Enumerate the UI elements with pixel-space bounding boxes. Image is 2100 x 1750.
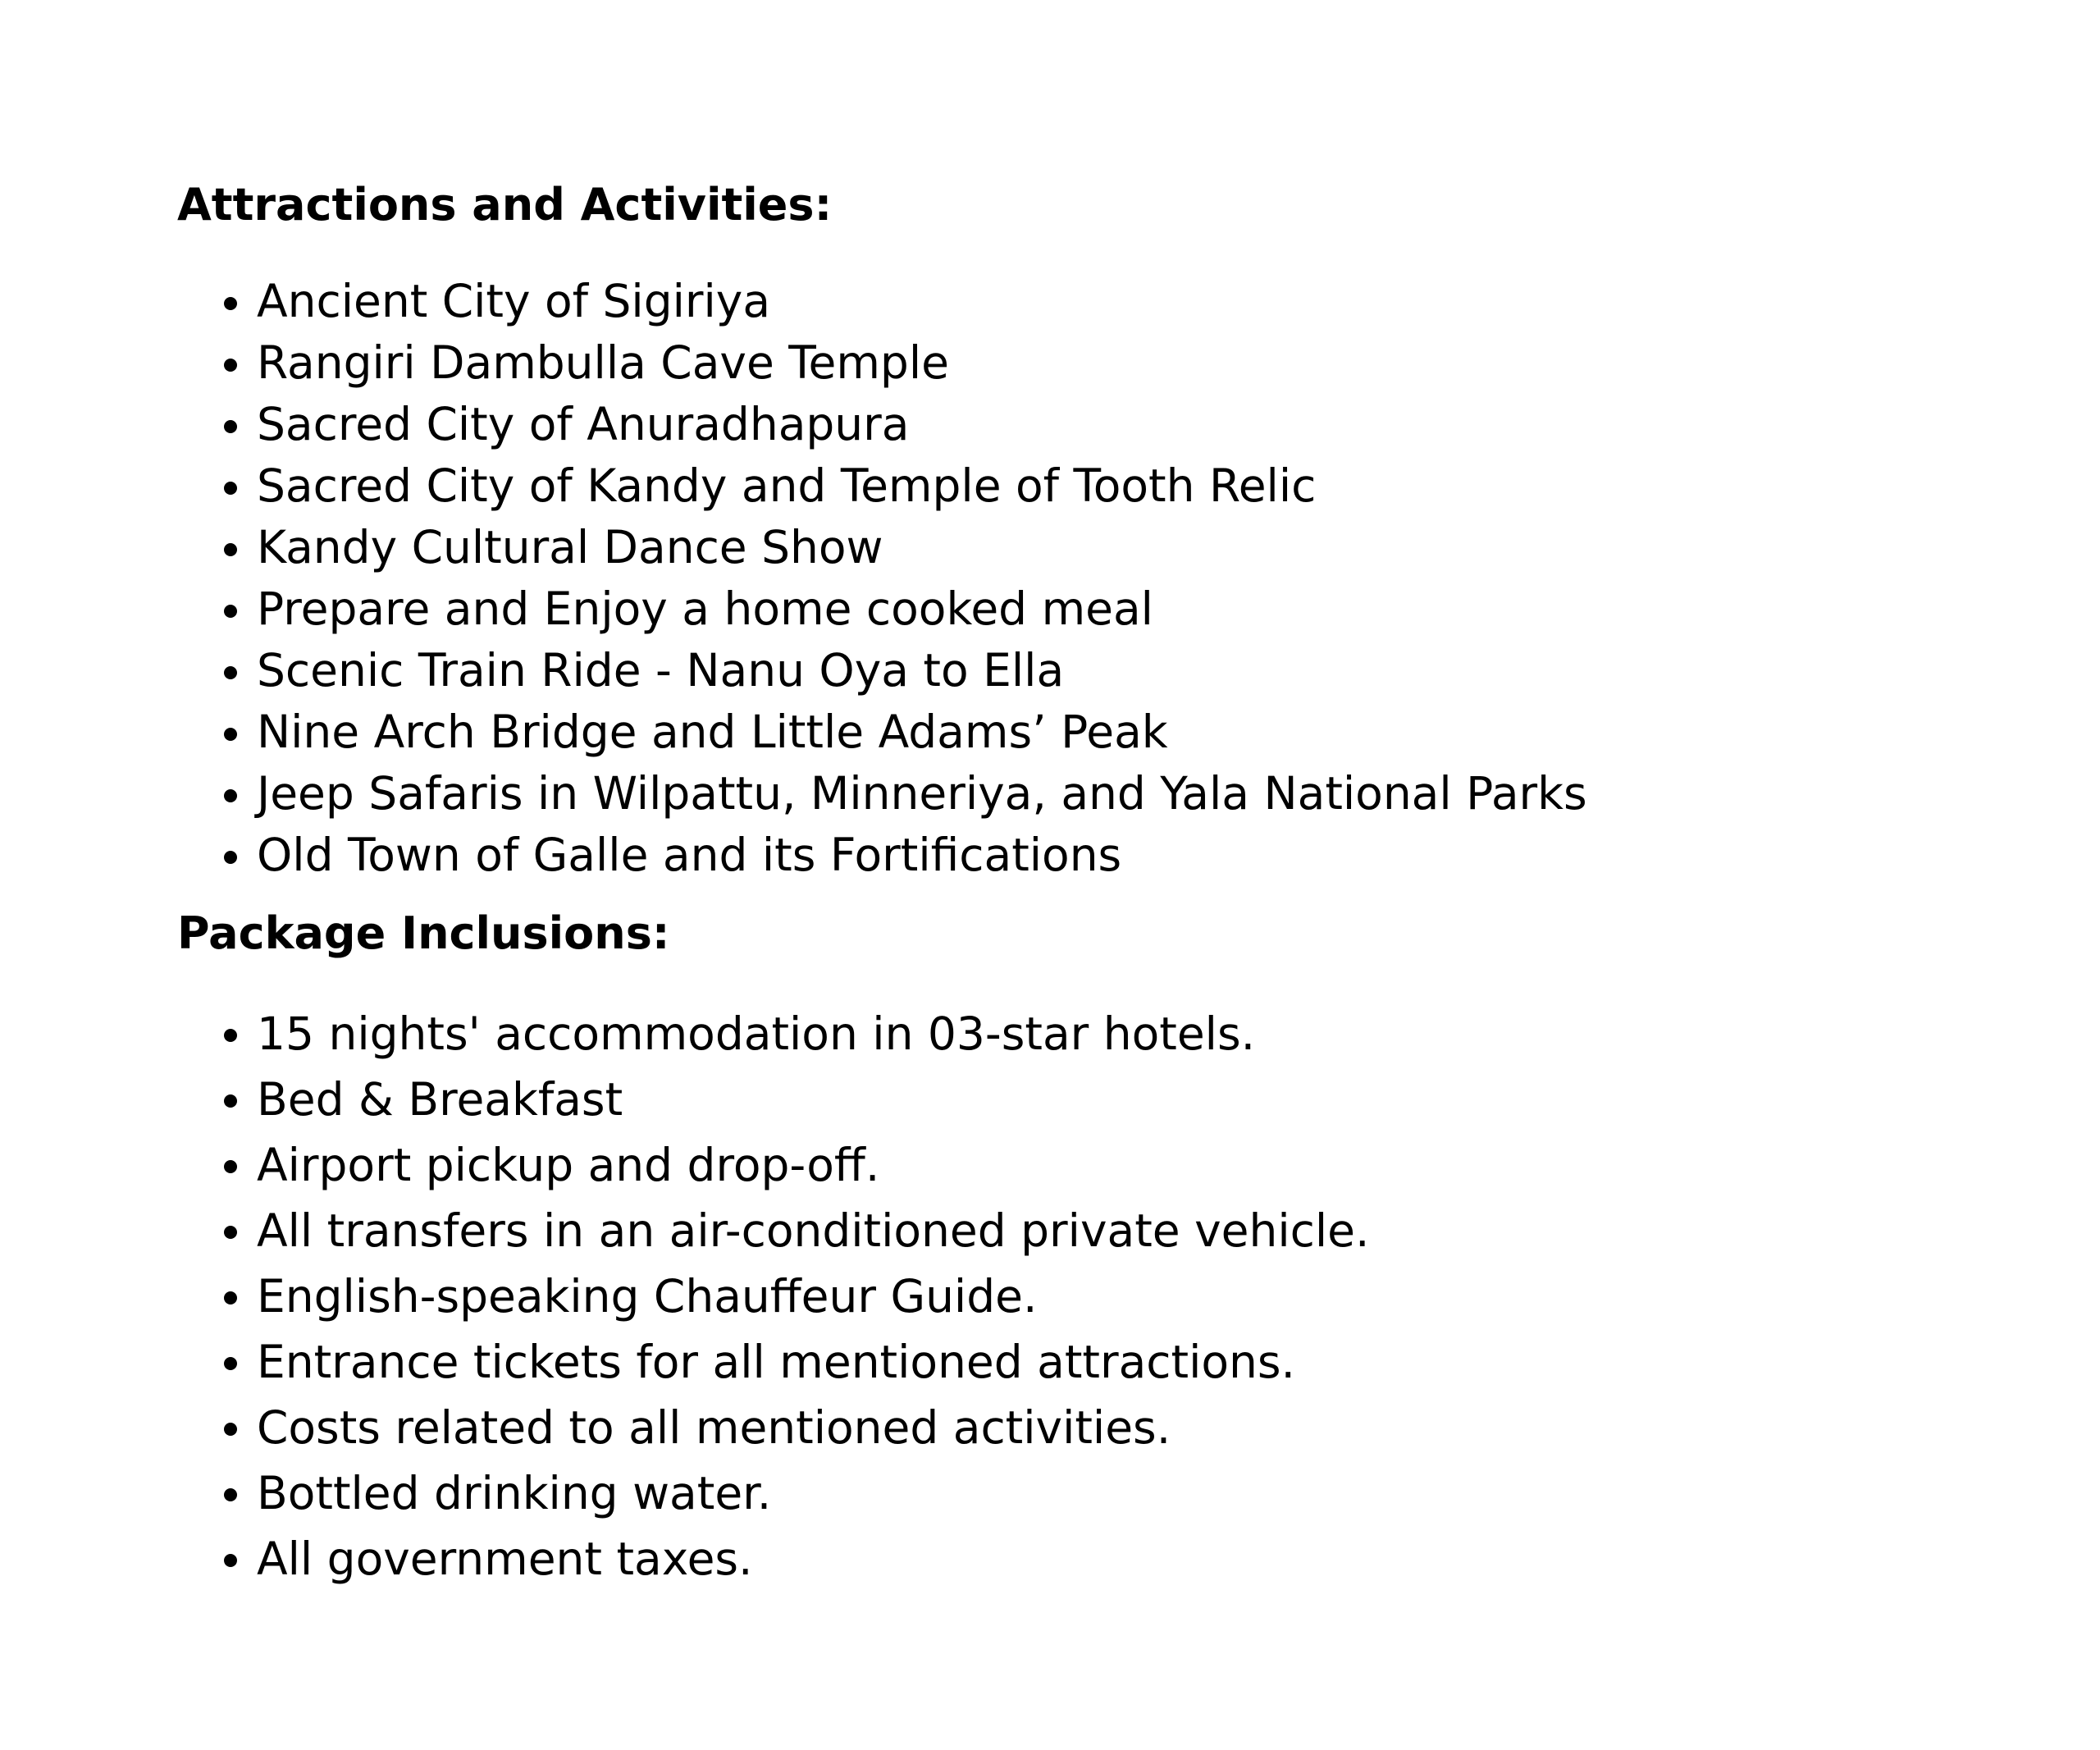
bullet-icon [224, 605, 237, 618]
list-item [177, 825, 1982, 886]
bullet-icon [224, 420, 237, 433]
list-item [177, 640, 1982, 701]
list-item-text: 15 nights' accommodation in 03-star hotels. [257, 1008, 1256, 1060]
inclusions-list [177, 1001, 1982, 1592]
bullet-icon [224, 543, 237, 556]
list-item [177, 701, 1982, 763]
list-item [177, 332, 1982, 394]
bullet-icon [224, 851, 237, 864]
list-item-text: Scenic Train Ride - Nanu Oya to Ella [257, 644, 1065, 697]
list-item-text: Bed & Breakfast [257, 1073, 623, 1126]
document-content [177, 172, 1982, 1592]
list-item [177, 1001, 1982, 1067]
list-item-text: Ancient City of Sigiriya [257, 275, 771, 327]
list-item-text: Kandy Cultural Dance Show [257, 521, 883, 573]
list-item-text: Airport pickup and drop-off. [257, 1139, 880, 1191]
list-item [177, 1132, 1982, 1198]
bullet-icon [224, 359, 237, 372]
attractions-heading: Attractions and Activities: [177, 179, 833, 231]
list-item-text: Jeep Safaris in Wilpattu, Minneriya, and Yala National Parks [257, 767, 1587, 820]
list-item-text: Nine Arch Bridge and Little Adams’ Peak [257, 706, 1168, 758]
list-item [177, 578, 1982, 640]
bullet-icon [224, 789, 237, 802]
list-item [177, 1526, 1982, 1592]
list-item-text: All transfers in an air-conditioned private vehicle. [257, 1204, 1370, 1257]
list-item [177, 1067, 1982, 1132]
list-item [177, 455, 1982, 517]
bullet-icon [224, 728, 237, 741]
list-item [177, 1329, 1982, 1395]
bullet-icon [224, 1488, 237, 1501]
list-item-text: Sacred City of Kandy and Temple of Tooth Relic [257, 459, 1317, 512]
attractions-list [177, 271, 1982, 886]
bullet-icon [224, 1423, 237, 1436]
list-item [177, 763, 1982, 825]
list-item [177, 1198, 1982, 1263]
list-item-text: Bottled drinking water. [257, 1467, 772, 1519]
list-item-text: Old Town of Galle and its Fortifications [257, 829, 1122, 881]
list-item-text: Prepare and Enjoy a home cooked meal [257, 583, 1153, 635]
list-item [177, 394, 1982, 455]
bullet-icon [224, 1226, 237, 1239]
list-item [177, 1395, 1982, 1460]
bullet-icon [224, 666, 237, 679]
list-item-text: All government taxes. [257, 1533, 753, 1585]
list-item [177, 1460, 1982, 1526]
bullet-icon [224, 1094, 237, 1108]
list-item [177, 271, 1982, 332]
bullet-icon [224, 1357, 237, 1370]
bullet-icon [224, 1291, 237, 1305]
list-item-text: Sacred City of Anuradhapura [257, 398, 910, 450]
list-item [177, 517, 1982, 578]
list-item-text: Rangiri Dambulla Cave Temple [257, 336, 949, 389]
list-item-text: Entrance tickets for all mentioned attractions. [257, 1336, 1296, 1388]
list-item [177, 1263, 1982, 1329]
inclusions-heading: Package Inclusions: [177, 907, 670, 959]
bullet-icon [224, 1554, 237, 1567]
bullet-icon [224, 1160, 237, 1173]
bullet-icon [224, 1029, 237, 1042]
bullet-icon [224, 297, 237, 310]
list-item-text: Costs related to all mentioned activities. [257, 1401, 1171, 1454]
bullet-icon [224, 482, 237, 495]
list-item-text: English-speaking Chauffeur Guide. [257, 1270, 1038, 1323]
